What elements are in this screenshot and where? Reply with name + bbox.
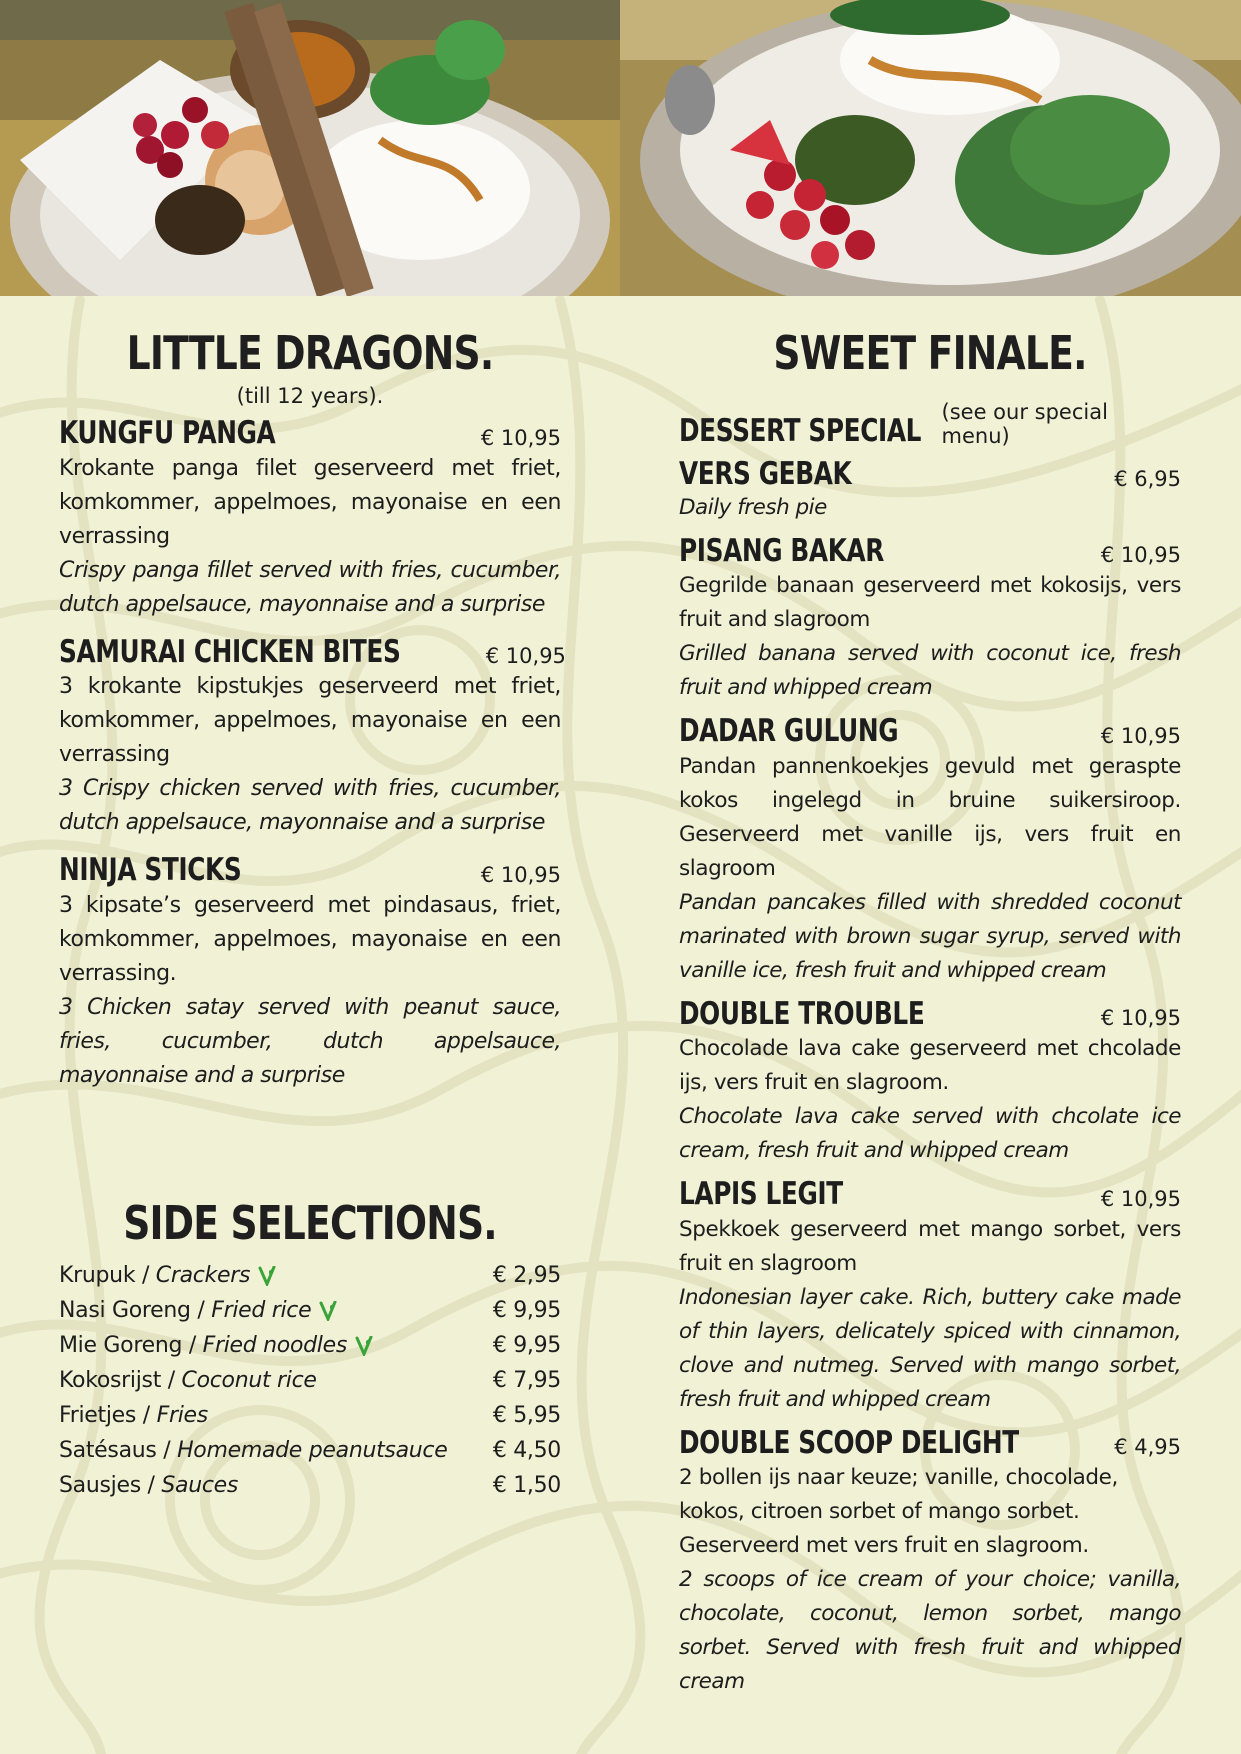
side-name-nl: Frietjes / [59,1403,157,1428]
side-price: € 1,50 [492,1473,561,1498]
item-description-nl: Krokante panga filet geserveerd met friet, komkommer, appelmoes, mayonaise en een verrassing [59,455,561,549]
item-price: € 10,95 [1100,1006,1181,1031]
item-name: VERS GEBAK [679,456,852,492]
item-description-en: Daily fresh pie [679,494,827,520]
menu-item-double-scoop-delight [679,1424,1181,1700]
side-name-en: Fries [156,1403,208,1428]
menu-item-samurai-chicken-bites [59,633,566,841]
side-row-satesaus [59,1433,561,1468]
side-name-nl: Nasi Goreng / [59,1298,212,1323]
item-price: € 10,95 [1100,543,1181,568]
item-description-en: 2 scoops of ice cream of your choice; vanilla, chocolate, coconut, lemon sorbet, mango sorbet. Served with fresh fruit and whipped cream [679,1567,1181,1695]
menu-item-dadar-gulung [679,715,1181,988]
little-dragons-subtitle: (till 12 years). [236,384,384,408]
side-name-en: Crackers [155,1263,251,1288]
item-description-nl: 3 kipsate’s geserveerd met pindasaus, friet, komkommer, appelmoes, mayonaise en een verrassing. [59,892,561,986]
item-price: € 10,95 [1100,1186,1181,1211]
menu-item-ninja-sticks [59,854,561,1093]
item-description-en: 3 Crispy chicken served with fries, cucumber, dutch appelsauce, mayonnaise and a surprise [59,776,561,836]
item-description-en: Chocolate lava cake served with chcolate ice cream, fresh fruit and whipped cream [679,1104,1181,1164]
item-description-en: Pandan pancakes filled with shredded coconut marinated with brown sugar syrup, served with vanille ice, fresh fruit and whipped cream [679,889,1181,983]
side-name-en: Sauces [161,1473,239,1498]
vegetarian-leaf-icon [319,1301,337,1321]
dessert-special [679,400,1181,448]
side-name-nl: Satésaus / [59,1438,178,1463]
side-name-nl: Kokosrijst / [59,1368,182,1393]
side-price: € 7,95 [492,1368,561,1393]
side-name-nl: Sausjes / [59,1473,162,1498]
side-row-krupuk [59,1258,561,1293]
item-name: NINJA STICKS [59,852,242,889]
side-name-en: Coconut rice [181,1368,317,1393]
item-description-nl: Gegrilde banaan geserveerd met kokosijs, vers fruit and slagroom [679,573,1181,633]
side-price: € 4,50 [492,1438,561,1463]
item-name: LAPIS LEGIT [679,1176,843,1213]
item-price: € 4,95 [1114,1435,1181,1460]
little-dragons-title: LITTLE DRAGONS. [126,326,494,380]
vegetarian-leaf-icon [258,1266,276,1286]
sweet-finale-section [679,326,1181,1699]
item-price: € 10,95 [480,862,561,887]
pandan-pancakes-photo [620,0,1241,296]
menu-item-kungfu-panga [59,417,561,622]
item-name: DOUBLE TROUBLE [679,995,925,1032]
menu-item-double-trouble [679,995,1181,1169]
item-name: DOUBLE SCOOP DELIGHT [679,1424,1019,1461]
item-name: DESSERT SPECIAL [679,413,922,450]
item-description-nl: Chocolade lava cake geserveerd met chcolade ijs, vers fruit en slagroom. [679,1036,1181,1096]
item-name: SAMURAI CHICKEN BITES [59,633,401,670]
side-row-kokosrijst [59,1363,561,1398]
side-name-nl: Mie Goreng / [59,1333,203,1358]
item-description-en: Grilled banana served with coconut ice, fresh fruit and whipped cream [679,641,1181,701]
item-name: KUNGFU PANGA [59,415,276,451]
side-name-en: Fried noodles [202,1333,347,1358]
side-name-en: Homemade peanutsauce [177,1438,448,1463]
item-description-nl: 3 krokante kipstukjes geserveerd met friet, komkommer, appelmoes, mayonaise en een verrassing [59,674,561,768]
item-price: € 10,95 [485,644,566,669]
menu-item-vers-gebak [679,458,1181,525]
side-name-nl: Krupuk / [59,1263,156,1288]
item-name: DADAR GULUNG [679,713,899,750]
little-dragons-section [59,326,566,1093]
sweet-finale-title: SWEET FINALE. [773,326,1087,380]
side-price: € 5,95 [492,1403,561,1428]
side-price: € 9,95 [492,1333,561,1358]
dessert-platter-photo [0,0,620,296]
item-description-en: Indonesian layer cake. Rich, buttery cake made of thin layers, delicately spiced with cinnamon, clove and nutmeg. Served with mango sorbet, fresh fruit and whipped cream [679,1284,1181,1412]
item-price: € 10,95 [480,425,561,450]
side-row-mie-goreng [59,1328,561,1363]
item-price: € 6,95 [1114,466,1181,491]
item-name: PISANG BAKAR [679,532,885,569]
item-description-nl: 2 bollen ijs naar keuze; vanille, chocolade, kokos, citroen sorbet of mango sorbet. Geserveerd met vers fruit en slagroom. [679,1465,1118,1559]
menu-item-pisang-bakar [679,532,1181,706]
side-row-nasi-goreng [59,1293,561,1328]
side-row-sausjes [59,1468,561,1503]
menu-item-lapis-legit [679,1178,1181,1417]
side-name-en: Fried rice [211,1298,312,1323]
item-price: € 10,95 [1100,723,1181,748]
item-description-nl: Pandan pannenkoekjes gevuld met geraspte kokos ingelegd in bruine suikersiroop. Geserveerd met vanille ijs, vers fruit en slagroom [679,753,1181,881]
side-price: € 2,95 [492,1263,561,1288]
item-description-nl: Spekkoek geserveerd met mango sorbet, vers fruit en slagroom [679,1216,1181,1276]
side-selections-section [59,1196,561,1503]
side-price: € 9,95 [492,1298,561,1323]
item-description-en: Crispy panga fillet served with fries, cucumber, dutch appelsauce, mayonnaise and a surprise [59,557,561,617]
vegetarian-leaf-icon [355,1336,373,1356]
side-row-frietjes [59,1398,561,1433]
special-note: (see our special menu) [941,400,1108,448]
side-selections-title: SIDE SELECTIONS. [123,1196,497,1250]
item-description-en: 3 Chicken satay served with peanut sauce, fries, cucumber, dutch appelsauce, mayonnaise and a surprise [59,994,561,1088]
